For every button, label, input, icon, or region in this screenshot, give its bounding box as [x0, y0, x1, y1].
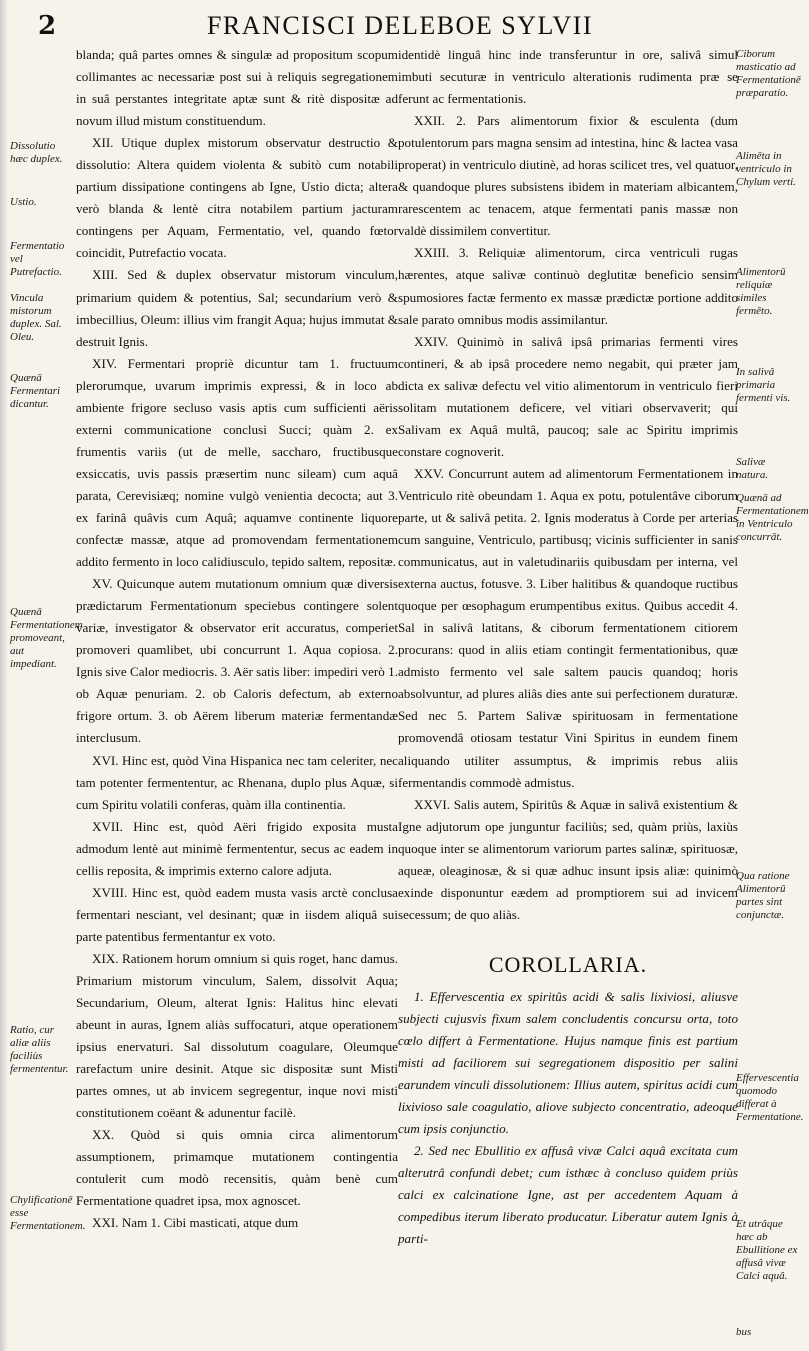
corollary-1: 1. Effervescentia ex spiritûs acidi & salis lixiviosi, aliusve subjecti cujusvis fixum salem concludentis concursu orta, toto cœlo differt à Fermentatione. Hujus namque finis est partium misti ad faciliorem sui segregationem dispositio per salini earundem vinculi dissolutionem: Illius autem, spiritus acidi cum lixivioso sale coagulatio, aliove subjecto concentratio, adeoque cum ipsis conjunctio. — [398, 988, 738, 1137]
paragraph-xiv: XIV. Fermentari propriè dicuntur tam 1. fructuum plerorumque, uvarum imprimis expressi, & in loco ab ambiente frigore secluso vasis aptis cum sufficienti aëris externi communicatione conclusi Succi; quàm 2. ex frumentis variis (ut de melle, saccharo, fructibusque exsiccatis, uvis passis præsertim nunc sileam) cum aquâ parata, Cerevisiæq; nomine vulgò venientia decocta; aut 3. ex farinâ quâvis cum Aquâ; aquamve continente liquore confectæ massæ, atque ad promovendam fermentationem addito fermento in loco calidiusculo, tepido saltem, repositæ. — [76, 355, 398, 570]
margin-note-right: Alimentorū reliquiæ similes fermēto. — [736, 266, 786, 317]
paragraph-continuation: blanda; quâ partes omnes & singulæ ad propositum scopum collimantes ac necessariæ post sui à reliquis segregationem in suâ perstantes integritate aptæ sunt & ritè dispositæ ad novum illud mistum constituendum. — [76, 47, 398, 129]
paragraph-xvii: XVII. Hinc est, quòd Aëri frigido exposita musta admodum lentè aut minimè fermententur, secus ac eadem in cellis reposita, & imprimis externo calore adjuta. — [76, 818, 398, 878]
paragraph-xxii: XXII. 2. Pars alimentorum fixior & esculenta (dum potulentorum pars magna sensim ad intestina, hinc & lactea vasa properat) in ventriculo diutinè, ad horas scilicet tres, vel quatuor, & quandoque plures subsistens ibidem in materiam albicantem, rarescentem ac tenacem, atque fermentati panis massæ non valdè dissimilem convertitur. — [398, 113, 738, 239]
paragraph-xv: XV. Quicunque autem mutationum omnium quæ diversis prædictarum Fermentationum speciebus contingere solent variæ, investigator & observator erit accuratus, comperiet promoveri quamlibet, ubi concurrunt 1. Aqua copiosa. 2. Ignis sive Calor mediocris. 3. Aër satis liber: impediri verò 1. ob Aquæ penuriam. 2. ob Caloris defectum, ab externo frigore ortum. 3. ob Aërem liberum materiæ fermentandæ interclusum. — [76, 576, 398, 746]
corollaria-heading: COROLLARIA. — [488, 951, 648, 977]
paragraph-xxvi: XXVI. Salis autem, Spiritûs & Aquæ in salivâ existentium & Igne adjutorum ope junguntur faciliùs; sed, quàm priùs, laxiùs quoque inter se alimentorum variorum partes salinæ, spirituosæ, aqueæ, oleaginosæ, & si quæ adhuc insunt ipsis aliæ: quinimò exinde disponuntur eædem ad promptiorem sui ad invicem secessum; de quo aliàs. — [398, 796, 738, 922]
right-column — [398, 44, 738, 1250]
margin-note-right: Et utrâque hæc ab Ebullitione ex affusâ vivæ Calci aquâ. — [736, 1218, 798, 1282]
paragraph-xxiii: XXIII. 3. Reliquiæ alimentorum, circa ventriculi rugas hærentes, atque salivæ continuò deglutitæ beneficio sensim spumosiores factæ fermento ex massæ prædictæ portione addito sale parato omnibus modis assimilantur. — [398, 245, 738, 327]
margin-note-left: Quænā Fermentationem promoveant, aut impediant. — [10, 606, 83, 670]
margin-note-right: Qua ratione Alimentorū partes sint conjunctæ. — [736, 870, 790, 921]
margin-note-left: Vincula mistorum duplex. Sal. Oleu. — [10, 292, 62, 343]
paragraph-xxi: XXI. Nam 1. Cibi masticati, atque dum — [92, 1215, 299, 1231]
margin-note-right: bus — [736, 1326, 752, 1338]
left-column — [76, 44, 398, 1235]
paragraph-xxiv: XXIV. Quinimò in salivâ ipsâ primarias fermenti vires contineri, & ab ipsâ procedere nemo negabit, qui præter jam dicta ex salivæ defectu vel vitio alimentorum in ventriculo fieri solitam mutationem deficere, vel vitiari observaverit; qui Salivam ex Aquâ multâ, paucoq; sale ac Spiritu imprimis constare cognoverit. — [398, 333, 738, 459]
margin-note-right: Salivæ natura. — [736, 456, 769, 481]
corollary-2: 2. Sed nec Ebullitio ex affusâ vivæ Calci aquâ excitata cum alterutrâ confundi debet; cum isthæc à concluso quidem priùs calci ex calcinatione Igne, ast per accedentem Aquam à compedibus iterum liberato producatur. Liberatur autem Ignis à parti- — [398, 1143, 738, 1247]
paragraph-xxv: XXV. Concurrunt autem ad alimentorum Fermentationem in Ventriculo ritè obeundam 1. Aqua ex potu, potulentâve ciborum parte, ut & salivâ petita. 2. Ignis moderatus à Corde per arterias cum sanguine, Ventriculo, partibusq; vicinis sufficienter in sanis communicatus, aut in valetudinariis quibusdam per interna, vel externa auctus, fotusve. 3. Liber halitibus & quandoque ructibus quoque per œsophagum erumpentibus exitus. Quibus accedit 4. Sal in salivâ latitans, & ciborum fermentationem citiorem procurans: quod in aliis etiam contingit fermentationibus, quæ admisto fermento vel sale saltem paucis quandoq; horis absolvuntur, ad plures aliâs dies ante sui perfectionem duraturæ. Sed nec 5. Partem Salivæ spirituosam in fermentatione promovendâ otiosam testatur Vini Spiritus in eundem finem aliquando utiliter assumptus, & imprimis rebus aliis fermentandis commodè admistus. — [398, 465, 738, 790]
running-head: FRANCISCI DELEBOE SYLVII — [206, 11, 594, 40]
paragraph-xvi: XVI. Hinc est, quòd Vina Hispanica nec tam celeriter, nec tam potenter fermententur, ac Rhenana, duplo plus Aquæ, si cum Spiritu volatili conferas, quàm illa continentia. — [76, 752, 398, 812]
margin-note-left: Dissolutio hæc duplex. — [10, 140, 63, 165]
page-header — [20, 6, 760, 46]
page-number: 2 — [38, 11, 57, 41]
margin-note-left: Ustio. — [10, 196, 37, 208]
gutter-shadow — [0, 0, 8, 1351]
margin-note-right: Alimēta in ventriculo in Chylum verti. — [736, 150, 796, 188]
margin-note-right: In salivâ primaria fermenti vis. — [736, 366, 791, 404]
paragraph-xiii: XIII. Sed & duplex observatur mistorum vinculum, primarium quidem & potentius, Sal; secundarium verò & imbecillius, Oleum: illius vim frangit Aqua; hujus immutat & destruit Ignis. — [76, 267, 398, 349]
paragraph-xix: XIX. Rationem horum omnium si quis roget, hanc damus. Primarium mistorum vinculum, Salem, dissolvit Aqua; Secundarium, Oleum, alterat Ignis: Halitus hinc elevati abeunt in auras, Ignem aliàs suffocaturi, atque operationem ipsius enervaturi. Sal dissolutum coagulare, Oleumque rarefactum unire desinit. Atque sic dispositæ sunt Misti partes omnes, ut ab invicem segregentur, inque novi misti constitutionem coëant & adunentur facilè. — [76, 950, 398, 1121]
paragraph-continuation: identidè linguâ hinc inde transferuntur in ore, salivâ simul imbuti secuturæ in ventriculo alterationis rudimenta præ se ferunt ac fermentationis. — [398, 47, 738, 107]
margin-note-right: Quænā ad Fermentationem in Ventriculo concurrāt. — [736, 492, 809, 543]
paragraph-xviii: XVIII. Hinc est, quòd eadem musta vasis arctè conclusa fermentari nesciant, vel desinant; quæ in iisdem aliquâ sui parte patentibus fermentantur ex voto. — [76, 884, 398, 944]
margin-note-left: Quænā Fermentari dicantur. — [10, 372, 61, 410]
paragraph-xx: XX. Quòd si quis omnia circa alimentorum assumptionem, primamque mutationem contingentia contulerit cum modò recensitis, quàm benè cum Fermentatione quadret ipsa, mox agnoscet. — [76, 1127, 398, 1209]
margin-note-right: Ciborum masticatio ad Fermentationē præparatio. — [736, 48, 801, 99]
margin-note-left: Fermentatio vel Putrefactio. — [10, 240, 65, 278]
margin-note-right: Effervescentia quomodo differat à Fermentatione. — [736, 1072, 804, 1123]
paragraph-xii: XII. Utique duplex mistorum observatur destructio & dissolutio: Altera quidem violenta & subitò cum notabili partium dissipatione contingens ab Igne, Ustio dicta; altera verò blanda & lentè citra notabilem partium jacturam contingens per Aquam, Fermentatio, vel, quando fœtor coincidit, Putrefactio vocata. — [76, 135, 398, 261]
margin-note-left: Ratio, cur aliæ aliis faciliùs fermententur. — [10, 1024, 69, 1075]
margin-note-left: Chylificationē esse Fermentationem. — [10, 1194, 86, 1232]
